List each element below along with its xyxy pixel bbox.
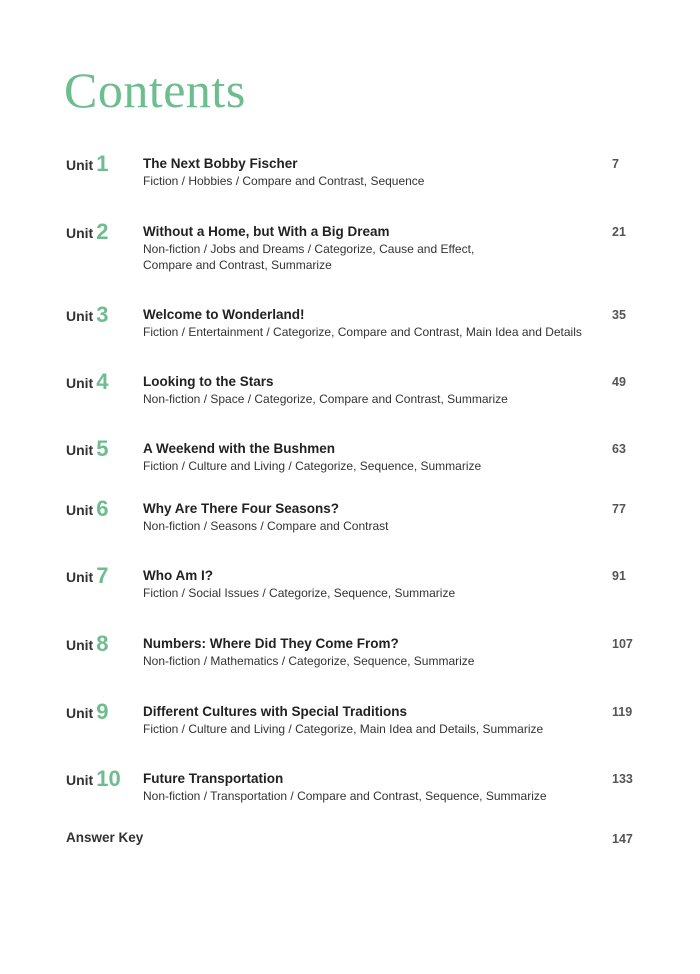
entry-description: Non-fiction / Space / Categorize, Compare and Contrast, Summarize xyxy=(143,392,508,406)
entry-title[interactable]: Welcome to Wonderland! xyxy=(143,307,305,322)
unit-number: 10 xyxy=(96,766,121,791)
entry-description: Non-fiction / Mathematics / Categorize, Sequence, Summarize xyxy=(143,654,475,668)
unit-label: Unit 7 xyxy=(66,563,109,588)
unit-label: Unit 4 xyxy=(66,369,109,394)
page-number: 91 xyxy=(612,569,626,583)
page-number: 133 xyxy=(612,772,633,786)
unit-number: 5 xyxy=(96,436,109,461)
entry-description: Fiction / Culture and Living / Categorize, Sequence, Summarize xyxy=(143,459,482,473)
entry-description: Fiction / Hobbies / Compare and Contrast, Sequence xyxy=(143,174,425,188)
entry-title[interactable]: Why Are There Four Seasons? xyxy=(143,501,340,516)
entry-description: Non-fiction / Seasons / Compare and Contrast xyxy=(143,519,389,533)
unit-label: Unit 5 xyxy=(66,436,109,461)
page-title: Contents xyxy=(64,62,246,118)
unit-label: Unit 6 xyxy=(66,496,109,521)
entry-title[interactable]: Looking to the Stars xyxy=(143,374,274,389)
entry-title[interactable]: Future Transportation xyxy=(143,771,284,786)
unit-label: Unit 9 xyxy=(66,699,109,724)
unit-label: Unit 1 xyxy=(66,151,109,176)
entry-title[interactable]: Who Am I? xyxy=(143,568,213,583)
page-number: 49 xyxy=(612,375,626,389)
page-number: 107 xyxy=(612,637,633,651)
entry-description: Fiction / Culture and Living / Categorize, Main Idea and Details, Summarize xyxy=(143,722,544,736)
answer-key-label[interactable]: Answer Key xyxy=(66,830,144,845)
unit-number: 7 xyxy=(96,563,109,588)
entry-title[interactable]: The Next Bobby Fischer xyxy=(143,156,298,171)
entry-title[interactable]: Numbers: Where Did They Come From? xyxy=(143,636,399,651)
page-number: 119 xyxy=(612,705,633,719)
unit-number: 4 xyxy=(96,369,109,394)
entry-title[interactable]: Different Cultures with Special Traditions xyxy=(143,704,408,719)
entry-description: Non-fiction / Transportation / Compare and Contrast, Sequence, Summarize xyxy=(143,789,547,803)
unit-label: Unit 8 xyxy=(66,631,109,656)
page-number: 35 xyxy=(612,308,626,322)
entry-title[interactable]: A Weekend with the Bushmen xyxy=(143,441,336,456)
unit-number: 3 xyxy=(96,302,109,327)
unit-label: Unit 3 xyxy=(66,302,109,327)
unit-number: 1 xyxy=(96,151,109,176)
page-number: 21 xyxy=(612,225,626,239)
page-number: 7 xyxy=(612,157,619,171)
unit-number: 9 xyxy=(96,699,109,724)
entry-description: Fiction / Social Issues / Categorize, Sequence, Summarize xyxy=(143,586,456,600)
entry-title[interactable]: Without a Home, but With a Big Dream xyxy=(143,224,390,239)
unit-number: 6 xyxy=(96,496,109,521)
page-number: 77 xyxy=(612,502,626,516)
page-number: 147 xyxy=(612,832,633,846)
unit-label: Unit 2 xyxy=(66,219,109,244)
page-number: 63 xyxy=(612,442,626,456)
unit-number: 8 xyxy=(96,631,109,656)
unit-number: 2 xyxy=(96,219,109,244)
unit-label: Unit 10 xyxy=(66,766,121,791)
entry-description: Fiction / Entertainment / Categorize, Compare and Contrast, Main Idea and Details xyxy=(143,325,582,339)
entry-description: Non-fiction / Jobs and Dreams / Categorize, Cause and Effect, Compare and Contrast, Summarize xyxy=(143,242,475,272)
